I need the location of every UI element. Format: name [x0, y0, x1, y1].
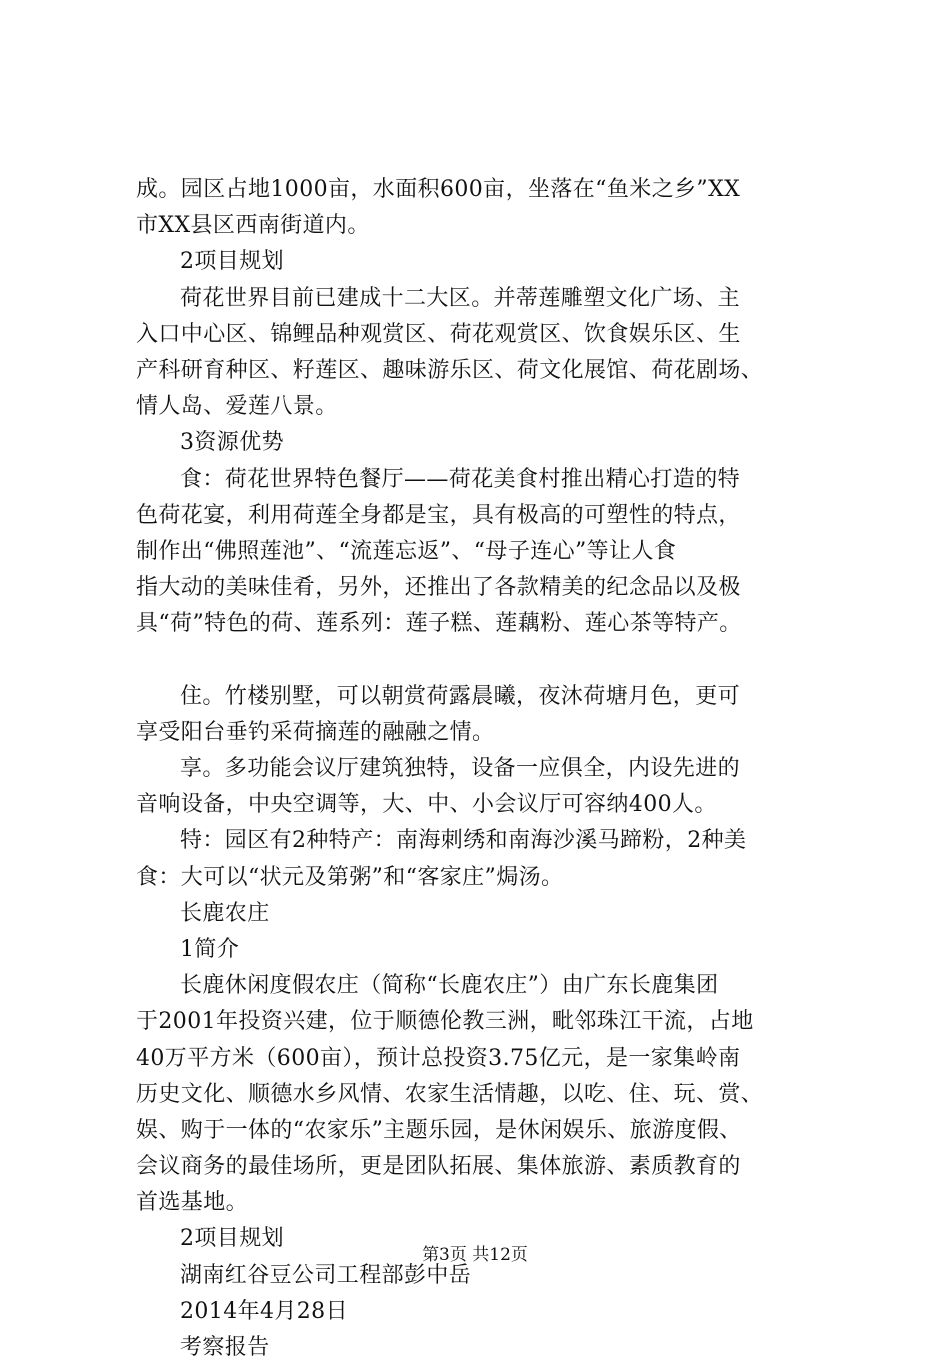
text-line-23: 长鹿休闲度假农庄（简称“长鹿农庄”）由广东长鹿集团	[180, 973, 719, 999]
text-line-10: 色荷花宴，利用荷莲全身都是宝，具有极高的可塑性的特点，	[136, 502, 741, 528]
text-line-9: 食：荷花世界特色餐厅——荷花美食村推出精心打造的特	[180, 466, 741, 492]
text-line-19: 特：园区有2种特产：南海刺绣和南海沙溪马蹄粉，2种美	[180, 828, 747, 854]
section-heading-resource-advantages: 3资源优势	[180, 430, 284, 456]
text-line-16: 享受阳台垂钓采荷摘莲的融融之情。	[136, 719, 495, 745]
document-body	[136, 172, 836, 1366]
text-line-4: 荷花世界目前已建成十二大区。并蒂莲雕塑文化广场、主	[180, 285, 741, 311]
text-line-1: 成。园区占地1000亩，水面积600亩，坐落在“鱼米之乡”XX	[136, 177, 741, 202]
section-heading-changlu-farm: 长鹿农庄	[180, 900, 270, 926]
text-line-24: 于2001年投资兴建，位于顺德伦教三洲，毗邻珠江干流，占地	[136, 1009, 754, 1035]
text-line-20: 食：大可以“状元及第粥”和“客家庄”焗汤。	[136, 864, 564, 890]
blank-line	[136, 642, 836, 678]
text-line-25: 40万平方米（600亩），预计总投资3.75亿元，是一家集岭南	[136, 1045, 741, 1071]
page-footer	[0, 1243, 950, 1267]
text-line-2: 市XX县区西南街道内。	[136, 213, 370, 239]
text-line-12: 指大动的美味佳肴，另外，还推出了各款精美的纪念品以及极	[136, 575, 741, 601]
section-heading-introduction: 1简介	[180, 936, 240, 962]
report-title-line: 考察报告	[180, 1335, 270, 1360]
text-line-28: 会议商务的最佳场所，更是团队拓展、集体旅游、素质教育的	[136, 1154, 741, 1180]
text-line-11: 制作出“佛照莲池”、“流莲忘返”、“母子连心”等让人食	[136, 538, 677, 564]
text-line-13: 具“荷”特色的荷、莲系列：莲子糕、莲藕粉、莲心茶等特产。	[136, 611, 742, 637]
text-line-5: 入口中心区、锦鲤品种观赏区、荷花观赏区、饮食娱乐区、生	[136, 321, 741, 347]
text-line-18: 音响设备，中央空调等，大、中、小会议厅可容纳400人。	[136, 792, 717, 818]
page-number: 第3页 共12页	[422, 1245, 528, 1265]
author-line: 湖南红谷豆公司工程部彭中岳	[180, 1262, 472, 1288]
text-line-15: 住。竹楼别墅，可以朝赏荷露晨曦，夜沐荷塘月色，更可	[180, 683, 741, 709]
text-line-7: 情人岛、爱莲八景。	[136, 394, 338, 420]
text-line-6: 产科研育种区、籽莲区、趣味游乐区、荷文化展馆、荷花剧场、	[136, 357, 764, 383]
text-line-17: 享。多功能会议厅建筑独特，设备一应俱全，内设先进的	[180, 756, 741, 781]
text-line-29: 首选基地。	[136, 1190, 249, 1216]
section-heading-project-planning: 2项目规划	[180, 249, 284, 275]
section-heading-project-planning-2: 2项目规划	[180, 1226, 284, 1252]
text-line-26: 历史文化、顺德水乡风情、农家生活情趣，以吃、住、玩、赏、	[136, 1081, 764, 1107]
date-line: 2014年4月28日	[180, 1298, 348, 1324]
text-line-27: 娱、购于一体的“农家乐”主题乐园，是休闲娱乐、旅游度假、	[136, 1117, 742, 1143]
